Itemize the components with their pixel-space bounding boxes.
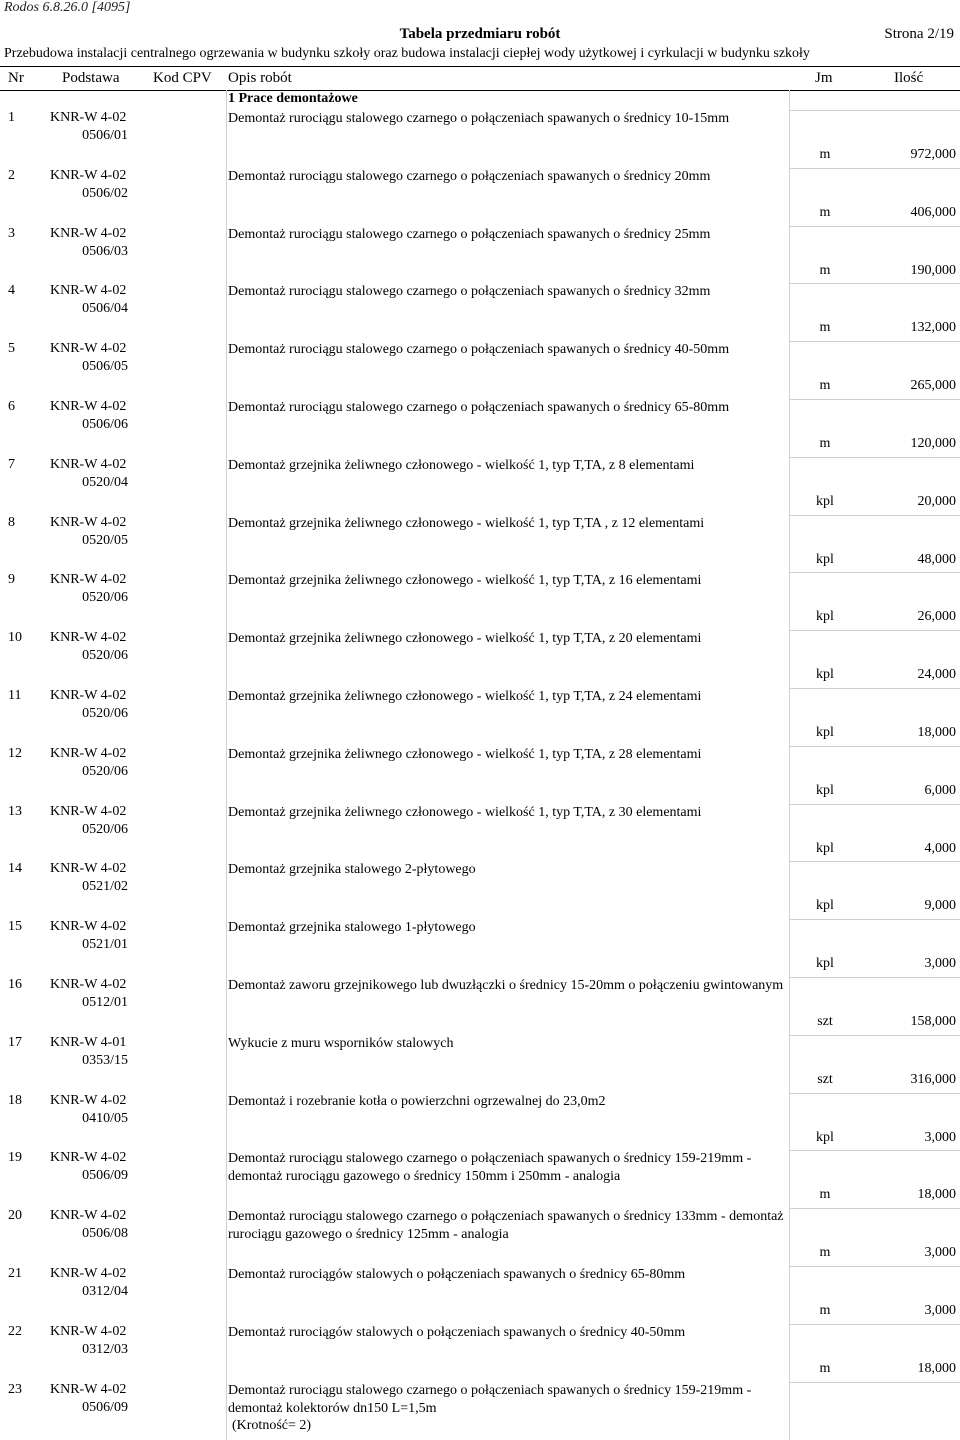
table-row [0, 804, 960, 862]
basis-code: KNR-W 4-02 [50, 745, 127, 761]
row-divider [790, 861, 960, 862]
table-row [0, 861, 960, 919]
basis-subcode: 0520/06 [82, 590, 128, 606]
table-row [0, 168, 960, 226]
column-header-nr: Nr [8, 70, 24, 86]
item-description: Demontaż grzejnika żeliwnego członowego - wielkość 1, typ T,TA, z 24 elementami [228, 688, 702, 704]
item-description: Demontaż grzejnika żeliwnego członowego - wielkość 1, typ T,TA, z 30 elementami [228, 804, 702, 820]
row-divider [790, 919, 960, 920]
item-unit: kpl [816, 1129, 834, 1145]
item-number: 17 [8, 1034, 22, 1050]
item-number: 9 [8, 572, 15, 588]
basis-subcode: 0506/04 [82, 301, 128, 317]
table-row [0, 572, 960, 630]
basis-subcode: 0506/02 [82, 185, 128, 201]
item-number: 10 [8, 630, 22, 646]
row-divider [790, 746, 960, 747]
item-quantity: 3,000 [924, 956, 956, 972]
item-unit: m [819, 320, 831, 336]
item-quantity: 132,000 [910, 320, 956, 336]
item-description: Demontaż grzejnika stalowego 1-płytowego [228, 920, 476, 936]
item-description: Demontaż grzejnika żeliwnego członowego - wielkość 1, typ T,TA , z 12 elementami [228, 515, 705, 531]
item-quantity: 316,000 [910, 1071, 956, 1087]
row-divider [790, 1382, 960, 1383]
row-divider [790, 688, 960, 689]
item-unit: m [819, 378, 831, 394]
page-number: Strona 2/19 [884, 26, 954, 42]
basis-code: KNR-W 4-02 [50, 630, 127, 646]
item-description: Demontaż rurociągu stalowego czarnego o połączeniach spawanych o średnicy 40-50mm [228, 342, 730, 358]
item-quantity: 48,000 [917, 551, 956, 567]
basis-subcode: 0312/04 [82, 1283, 128, 1299]
item-unit: m [819, 1187, 831, 1203]
row-divider [790, 1150, 960, 1151]
item-number: 12 [8, 745, 22, 761]
item-description: Demontaż grzejnika stalowego 2-płytowego [228, 862, 476, 878]
item-quantity: 24,000 [917, 667, 956, 683]
item-quantity: 18,000 [917, 724, 956, 740]
item-quantity: 3,000 [924, 1302, 956, 1318]
table-row [0, 226, 960, 284]
table-row [0, 1208, 960, 1266]
row-divider [790, 168, 960, 169]
basis-subcode: 0512/01 [82, 994, 128, 1010]
basis-code: KNR-W 4-02 [50, 919, 127, 935]
item-quantity: 20,000 [917, 493, 956, 509]
item-number: 13 [8, 803, 22, 819]
basis-code: KNR-W 4-02 [50, 572, 127, 588]
item-unit: kpl [816, 956, 834, 972]
basis-subcode: 0520/06 [82, 648, 128, 664]
item-number: 21 [8, 1265, 22, 1281]
item-unit: kpl [816, 840, 834, 856]
item-number: 23 [8, 1381, 22, 1397]
table-row [0, 919, 960, 977]
basis-code: KNR-W 4-02 [50, 1323, 127, 1339]
basis-code: KNR-W 4-02 [50, 861, 127, 877]
column-header-ilosc: Ilość [894, 70, 924, 86]
item-unit: kpl [816, 667, 834, 683]
basis-subcode: 0506/03 [82, 243, 128, 259]
table-row [0, 630, 960, 688]
basis-code: KNR-W 4-02 [50, 283, 127, 299]
item-description: Demontaż rurociągu stalowego czarnego o połączeniach spawanych o średnicy 20mm [228, 168, 711, 184]
item-description: Demontaż rurociągów stalowych o połączeniach spawanych o średnicy 65-80mm [228, 1266, 686, 1282]
basis-code: KNR-W 4-02 [50, 687, 127, 703]
item-unit: kpl [816, 551, 834, 567]
item-number: 19 [8, 1150, 22, 1166]
basis-code: KNR-W 4-02 [50, 167, 127, 183]
basis-code: KNR-W 4-02 [50, 976, 127, 992]
item-number: 20 [8, 1208, 22, 1224]
row-divider [790, 399, 960, 400]
item-number: 7 [8, 456, 15, 472]
row-divider [790, 341, 960, 342]
basis-subcode: 0520/06 [82, 821, 128, 837]
item-quantity: 4,000 [924, 840, 956, 856]
item-description: Demontaż rurociągów stalowych o połączeniach spawanych o średnicy 40-50mm [228, 1324, 686, 1340]
table-row [0, 341, 960, 399]
basis-subcode: 0353/15 [82, 1052, 128, 1068]
table-row [0, 1150, 960, 1208]
basis-code: KNR-W 4-02 [50, 398, 127, 414]
item-quantity: 18,000 [917, 1360, 956, 1376]
item-unit: m [819, 147, 831, 162]
table-row [0, 1324, 960, 1382]
item-description: Demontaż i rozebranie kotła o powierzchni ogrzewalnej do 23,0m2 [228, 1093, 606, 1109]
item-description: Demontaż rurociągu stalowego czarnego o połączeniach spawanych o średnicy 159-219mm - demontaż kolektorów dn150 L=1,5m [228, 1382, 752, 1416]
item-description: Demontaż grzejnika żeliwnego członowego - wielkość 1, typ T,TA, z 28 elementami [228, 746, 702, 762]
table-row [0, 283, 960, 341]
column-header-opis: Opis robót [228, 70, 292, 86]
section-heading: 1 Prace demontażowe [228, 91, 358, 106]
item-unit: m [819, 435, 831, 451]
item-quantity: 972,000 [910, 147, 956, 162]
table-row [0, 977, 960, 1035]
row-divider [790, 630, 960, 631]
item-number: 8 [8, 514, 15, 530]
item-description: Wykucie z muru wsporników stalowych [228, 1035, 454, 1051]
item-number: 22 [8, 1323, 22, 1339]
row-divider [790, 1093, 960, 1094]
document-title: Tabela przedmiaru robót [399, 26, 561, 42]
basis-subcode: 0410/05 [82, 1110, 128, 1126]
row-divider [790, 110, 960, 111]
item-unit: m [819, 204, 831, 220]
item-quantity: 9,000 [924, 898, 956, 914]
basis-subcode: 0312/03 [82, 1341, 128, 1357]
item-number: 4 [8, 283, 15, 299]
basis-code: KNR-W 4-02 [50, 1092, 127, 1108]
table-row [0, 515, 960, 573]
item-number: 5 [8, 341, 15, 357]
basis-subcode: 0506/09 [82, 1168, 128, 1184]
basis-code: KNR-W 4-02 [50, 225, 127, 241]
items-table [0, 110, 960, 1439]
item-number: 3 [8, 225, 15, 241]
table-row [0, 1035, 960, 1093]
basis-code: KNR-W 4-02 [50, 110, 127, 125]
table-row [0, 110, 960, 168]
item-unit: kpl [816, 493, 834, 509]
table-row [0, 1093, 960, 1151]
basis-code: KNR-W 4-02 [50, 1208, 127, 1224]
row-divider [790, 804, 960, 805]
row-divider [790, 226, 960, 227]
basis-code: KNR-W 4-02 [50, 1150, 127, 1166]
item-unit: szt [817, 1013, 833, 1029]
basis-code: KNR-W 4-01 [50, 1034, 127, 1050]
row-divider [790, 283, 960, 284]
item-number: 18 [8, 1092, 22, 1108]
item-unit: kpl [816, 782, 834, 798]
item-quantity: 18,000 [917, 1187, 956, 1203]
row-divider [790, 515, 960, 516]
item-unit: m [819, 1245, 831, 1261]
row-divider [790, 1035, 960, 1036]
basis-code: KNR-W 4-02 [50, 514, 127, 530]
item-description: Demontaż rurociągu stalowego czarnego o połączeniach spawanych o średnicy 159-219mm - demontaż rurociągu gazowego o średnicy 150mm i 250mm - analogia [228, 1151, 752, 1185]
item-number: 1 [8, 110, 15, 125]
item-description: Demontaż grzejnika żeliwnego członowego - wielkość 1, typ T,TA, z 20 elementami [228, 631, 702, 647]
basis-subcode: 0520/06 [82, 705, 128, 721]
item-quantity: 406,000 [910, 204, 956, 220]
row-divider [790, 457, 960, 458]
basis-subcode: 0506/09 [82, 1399, 128, 1415]
item-unit: kpl [816, 898, 834, 914]
item-quantity: 190,000 [910, 262, 956, 278]
item-unit: m [819, 1360, 831, 1376]
basis-subcode: 0506/08 [82, 1226, 128, 1242]
row-divider [790, 572, 960, 573]
item-unit: m [819, 1302, 831, 1318]
item-number: 15 [8, 919, 22, 935]
row-divider [790, 977, 960, 978]
table-row [0, 399, 960, 457]
basis-code: KNR-W 4-02 [50, 1265, 127, 1281]
item-number: 11 [8, 687, 22, 703]
app-version: Rodos 6.8.26.0 [4095] [4, 0, 131, 15]
item-description: Demontaż rurociągu stalowego czarnego o połączeniach spawanych o średnicy 133mm - demontaż rurociągu gazowego o średnicy 125mm - analogia [228, 1209, 784, 1243]
item-description: Demontaż rurociągu stalowego czarnego o połączeniach spawanych o średnicy 25mm [228, 226, 711, 242]
item-description: Demontaż rurociągu stalowego czarnego o połączeniach spawanych o średnicy 10-15mm [228, 111, 730, 126]
item-quantity: 265,000 [910, 378, 956, 394]
item-description: Demontaż zaworu grzejnikowego lub dwuzłączki o średnicy 15-20mm o połączeniu gwintowanym [228, 977, 784, 993]
basis-code: KNR-W 4-02 [50, 803, 127, 819]
header-divider [0, 66, 960, 67]
item-description: Demontaż grzejnika żeliwnego członowego - wielkość 1, typ T,TA, z 8 elementami [228, 457, 695, 473]
item-multiplier: (Krotność= 2) [232, 1417, 312, 1433]
basis-code: KNR-W 4-02 [50, 456, 127, 472]
column-header-podstawa: Podstawa [62, 70, 120, 86]
item-unit: kpl [816, 724, 834, 740]
item-description: Demontaż rurociągu stalowego czarnego o połączeniach spawanych o średnicy 65-80mm [228, 399, 730, 415]
basis-code: KNR-W 4-02 [50, 1381, 127, 1397]
item-number: 6 [8, 398, 15, 414]
basis-subcode: 0521/02 [82, 879, 128, 895]
item-quantity: 3,000 [924, 1245, 956, 1261]
item-unit: kpl [816, 609, 834, 625]
item-quantity: 158,000 [910, 1013, 956, 1029]
item-quantity: 26,000 [917, 609, 956, 625]
basis-code: KNR-W 4-02 [50, 341, 127, 357]
project-subtitle: Przebudowa instalacji centralnego ogrzewania w budynku szkoły oraz budowa instalacji ciepłej wody użytkowej i cyrkulacji w budynku szkoły [4, 46, 810, 61]
row-divider [790, 1324, 960, 1325]
basis-subcode: 0520/06 [82, 763, 128, 779]
basis-subcode: 0506/05 [82, 359, 128, 375]
column-header-divider [0, 90, 960, 91]
row-divider [790, 1266, 960, 1267]
table-row [0, 1382, 960, 1440]
item-quantity: 6,000 [924, 782, 956, 798]
item-unit: szt [817, 1071, 833, 1087]
item-quantity: 3,000 [924, 1129, 956, 1145]
table-row [0, 457, 960, 515]
item-quantity: 120,000 [910, 435, 956, 451]
basis-subcode: 0520/04 [82, 474, 128, 490]
item-number: 2 [8, 167, 15, 183]
item-description: Demontaż rurociągu stalowego czarnego o połączeniach spawanych o średnicy 32mm [228, 284, 711, 300]
basis-subcode: 0520/05 [82, 532, 128, 548]
table-row [0, 1266, 960, 1324]
basis-subcode: 0506/01 [82, 128, 128, 143]
table-row [0, 688, 960, 746]
row-divider [790, 1208, 960, 1209]
column-header-kod-cpv: Kod CPV [153, 70, 212, 86]
item-description: Demontaż grzejnika żeliwnego członowego - wielkość 1, typ T,TA, z 16 elementami [228, 573, 702, 589]
item-unit: m [819, 262, 831, 278]
basis-subcode: 0521/01 [82, 937, 128, 953]
item-number: 16 [8, 976, 22, 992]
table-row [0, 746, 960, 804]
basis-subcode: 0506/06 [82, 416, 128, 432]
column-header-jm: Jm [815, 70, 833, 86]
item-number: 14 [8, 861, 22, 877]
